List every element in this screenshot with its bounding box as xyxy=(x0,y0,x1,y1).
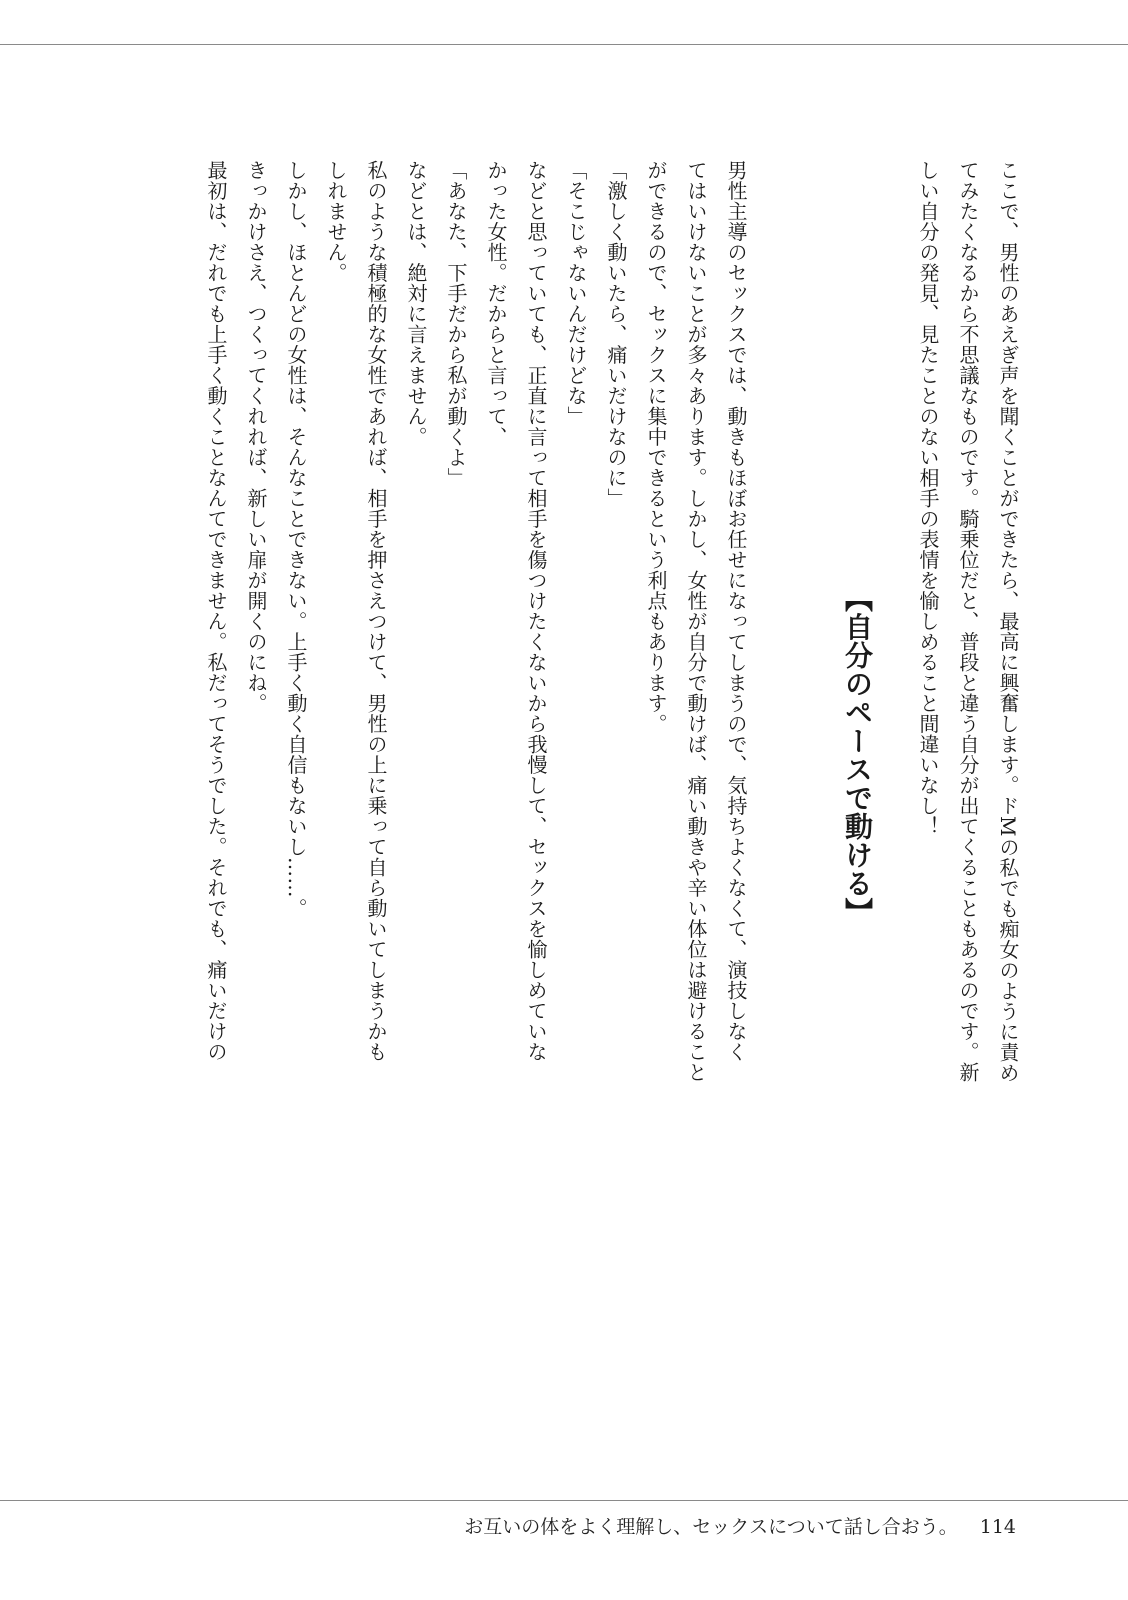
top-rule xyxy=(0,44,1128,45)
text-line: しかし、ほとんどの女性は、そんなことできない。上手く動く自信もないし……。 xyxy=(284,160,308,919)
vertical-body-text xyxy=(128,160,1028,1350)
text-line: 最初は、だれでも上手く動くことなんてできません。私だってそうでした。それでも、痛いだけの xyxy=(204,160,228,1062)
section-heading-wrap xyxy=(796,160,878,1350)
text-line: 男性主導のセックスでは、動きもほぼお任せになってしまうので、気持ちよくなくて、演技しなく xyxy=(724,160,748,1062)
text-line: てみたくなるから不思議なものです。騎乗位だと、普段と違う自分が出てくることもあるのです。新 xyxy=(956,160,980,1083)
text-line: ができるので、セックスに集中できるという利点もあります。 xyxy=(644,160,668,734)
text-line: などと思っていても、正直に言って相手を傷つけたくないから我慢して、セックスを愉しめていな xyxy=(524,160,548,1062)
page-footer xyxy=(464,1512,1016,1539)
section-heading: 【自分のペースで動ける】 xyxy=(841,584,874,926)
running-title: お互いの体をよく理解し、セックスについて話し合おう。 xyxy=(464,1516,958,1538)
page-number: 114 xyxy=(979,1516,1016,1538)
text-line: 「そこじゃないんだけどな」 xyxy=(564,160,588,427)
text-line: などとは、絶対に言えません。 xyxy=(404,160,428,447)
text-line: ここで、男性のあえぎ声を聞くことができたら、最高に興奮します。ドMの私でも痴女のように責め xyxy=(996,160,1020,1083)
text-line: しれません。 xyxy=(324,160,348,283)
text-line: きっかけさえ、つくってくれれば、新しい扉が開くのにね。 xyxy=(244,160,268,714)
text-line: てはいけないことが多々あります。しかし、女性が自分で動けば、痛い動きや辛い体位は避けること xyxy=(684,160,708,1083)
text-line: 私のような積極的な女性であれば、相手を押さえつけて、男性の上に乗って自ら動いてしまうかも xyxy=(364,160,388,1062)
bottom-rule xyxy=(0,1500,1128,1501)
text-line: かった女性。だからと言って、 xyxy=(484,160,508,447)
text-line: しい自分の発見、見たことのない相手の表情を愉しめること間違いなし！ xyxy=(916,160,940,837)
text-line: 「あなた、下手だから私が動くよ」 xyxy=(444,160,468,488)
text-line: 「激しく動いたら、痛いだけなのに」 xyxy=(604,160,628,509)
